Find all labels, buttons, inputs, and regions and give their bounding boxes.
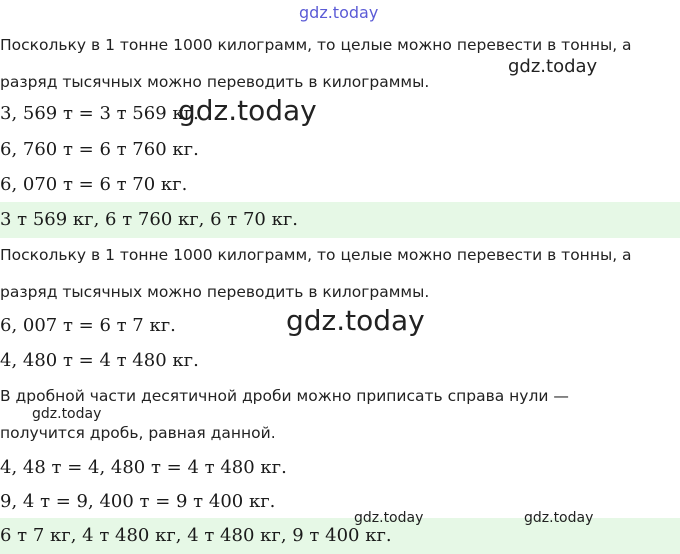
note-line-1: В дробной части десятичной дроби можно приписать справа нули — xyxy=(0,387,569,405)
note-line-2: получится дробь, равная данной. xyxy=(0,424,276,442)
watermark-large-2: gdz.today xyxy=(286,304,425,337)
equation-7: 9, 4 т = 9, 400 т = 9 т 400 кг. xyxy=(0,491,276,512)
watermark-top: gdz.today xyxy=(299,3,379,22)
watermark-small-1: gdz.today xyxy=(32,406,102,422)
equation-2: 6, 760 т = 6 т 760 кг. xyxy=(0,139,199,160)
equation-4: 6, 007 т = 6 т 7 кг. xyxy=(0,315,176,336)
equation-5: 4, 480 т = 4 т 480 кг. xyxy=(0,350,199,371)
answer-text-1: 3 т 569 кг, 6 т 760 кг, 6 т 70 кг. xyxy=(0,209,298,230)
equation-6: 4, 48 т = 4, 480 т = 4 т 480 кг. xyxy=(0,457,287,478)
intro-line-3: Поскольку в 1 тонне 1000 килограмм, то целые можно перевести в тонны, а xyxy=(0,246,632,264)
watermark-small-2: gdz.today xyxy=(354,510,424,526)
watermark-small-3: gdz.today xyxy=(524,510,594,526)
equation-1: 3, 569 т = 3 т 569 кг. xyxy=(0,103,199,124)
watermark-large-1: gdz.today xyxy=(178,94,317,127)
intro-line-4: разряд тысячных можно переводить в килограммы. xyxy=(0,283,430,301)
answer-box-1 xyxy=(0,202,680,238)
equation-3: 6, 070 т = 6 т 70 кг. xyxy=(0,174,188,195)
answer-text-2: 6 т 7 кг, 4 т 480 кг, 4 т 480 кг, 9 т 400 кг. xyxy=(0,525,392,546)
intro-line-2: разряд тысячных можно переводить в килограммы. xyxy=(0,73,430,91)
watermark-right: gdz.today xyxy=(508,56,598,77)
intro-line-1: Поскольку в 1 тонне 1000 килограмм, то целые можно перевести в тонны, а xyxy=(0,36,632,54)
